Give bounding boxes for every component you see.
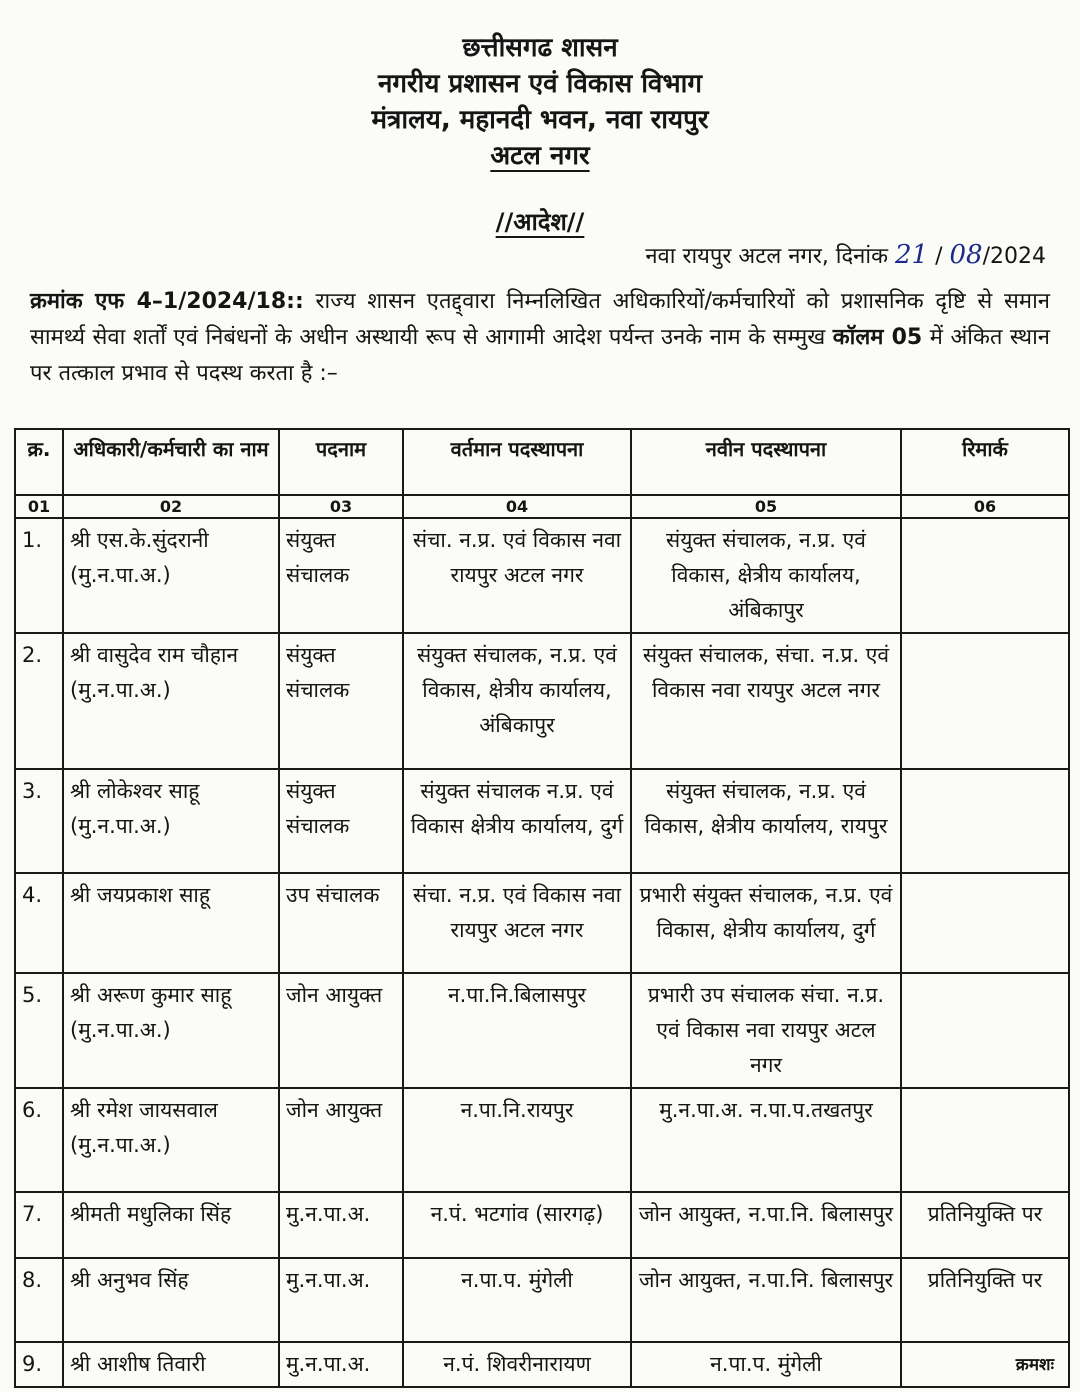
cell-serial: 6.	[15, 1088, 63, 1192]
cell-serial: 2.	[15, 633, 63, 769]
header-designation: पदनाम	[279, 429, 403, 495]
cell-designation: संयुक्त संचालक	[279, 633, 403, 769]
cell-current-posting: संयुक्त संचालक न.प्र. एवं विकास क्षेत्रीय कार्यालय, दुर्ग	[403, 769, 631, 873]
cell-remark	[901, 769, 1069, 873]
department-name: नगरीय प्रशासन एवं विकास विभाग	[377, 69, 703, 99]
table-row	[15, 633, 1069, 769]
cell-officer-name: श्रीमती मधुलिका सिंह	[63, 1192, 279, 1258]
cell-serial: 7.	[15, 1192, 63, 1258]
cell-remark	[901, 633, 1069, 769]
cell-officer-name: श्री जयप्रकाश साहू	[63, 873, 279, 973]
cell-current-posting: न.पा.नि.रायपुर	[403, 1088, 631, 1192]
table-row	[15, 1192, 1069, 1258]
cell-new-posting: न.पा.प. मुंगेली	[631, 1342, 901, 1387]
city-name: अटल नगर	[490, 141, 590, 171]
cell-remark	[901, 873, 1069, 973]
cell-current-posting: संचा. न.प्र. एवं विकास नवा रायपुर अटल नगर	[403, 518, 631, 633]
cell-serial: 3.	[15, 769, 63, 873]
cell-officer-name: श्री आशीष तिवारी	[63, 1342, 279, 1387]
cell-officer-name: श्री एस.के.सुंदरानी (मु.न.पा.अ.)	[63, 518, 279, 633]
table-header-row	[15, 429, 1069, 495]
cell-remark: प्रतिनियुक्ति पर	[901, 1258, 1069, 1342]
cell-new-posting: जोन आयुक्त, न.पा.नि. बिलासपुर	[631, 1192, 901, 1258]
cell-current-posting: न.पा.नि.बिलासपुर	[403, 973, 631, 1088]
column-number: 05	[631, 495, 901, 518]
column-number: 06	[901, 495, 1069, 518]
cell-current-posting: न.पं. भटगांव (सारगढ़)	[403, 1192, 631, 1258]
table-row	[15, 769, 1069, 873]
cell-officer-name: श्री वासुदेव राम चौहान (मु.न.पा.अ.)	[63, 633, 279, 769]
cell-serial: 8.	[15, 1258, 63, 1342]
cell-designation: मु.न.पा.अ.	[279, 1192, 403, 1258]
cell-designation: संयुक्त संचालक	[279, 518, 403, 633]
order-paragraph	[30, 284, 1050, 392]
cell-officer-name: श्री अरूण कुमार साहू (मु.न.पा.अ.)	[63, 973, 279, 1088]
header-serial: क्र.	[15, 429, 63, 495]
cell-remark	[901, 1088, 1069, 1192]
dateline-prefix: नवा रायपुर अटल नगर, दिनांक	[645, 244, 888, 269]
column-number-row	[15, 495, 1069, 518]
cell-new-posting: प्रभारी संयुक्त संचालक, न.प्र. एवं विकास, क्षेत्रीय कार्यालय, दुर्ग	[631, 873, 901, 973]
document-header	[0, 30, 1080, 174]
order-number: क्रमांक एफ 4–1/2024/18::	[30, 289, 304, 314]
cell-current-posting: न.पं. शिवरीनारायण	[403, 1342, 631, 1387]
cell-remark: प्रतिनियुक्ति पर	[901, 1192, 1069, 1258]
header-remark: रिमार्क	[901, 429, 1069, 495]
dateline	[645, 240, 1046, 270]
cell-new-posting: मु.न.पा.अ. न.पा.प.तखतपुर	[631, 1088, 901, 1192]
cell-new-posting: जोन आयुक्त, न.पा.नि. बिलासपुर	[631, 1258, 901, 1342]
column-reference: कॉलम 05	[832, 325, 923, 350]
cell-new-posting: संयुक्त संचालक, न.प्र. एवं विकास, क्षेत्रीय कार्यालय, रायपुर	[631, 769, 901, 873]
paragraph-text-a: राज्य शासन एतद्द्वारा निम्नलिखित अधिकारियों/कर्मचारियों को प्रशासनिक दृष्टि से समान सामर्थ्य सेवा शर्तों एवं निबंधनों के अधीन अस्थायी रूप से आगामी आदेश पर्यन्त उनके नाम के सम्मुख	[30, 289, 1050, 350]
table-row	[15, 1342, 1069, 1387]
date-year: /2024	[982, 244, 1046, 269]
cell-serial: 9.	[15, 1342, 63, 1387]
table-row	[15, 518, 1069, 633]
cell-designation: उप संचालक	[279, 873, 403, 973]
table-row	[15, 1088, 1069, 1192]
column-number: 01	[15, 495, 63, 518]
cell-designation: मु.न.पा.अ.	[279, 1342, 403, 1387]
handwritten-month: 08	[949, 240, 983, 270]
posting-table	[14, 428, 1070, 1388]
government-name: छत्तीसगढ शासन	[462, 33, 618, 63]
header-current-posting: वर्तमान पदस्थापना	[403, 429, 631, 495]
cell-officer-name: श्री लोकेश्वर साहू (मु.न.पा.अ.)	[63, 769, 279, 873]
cell-serial: 1.	[15, 518, 63, 633]
table-row	[15, 1258, 1069, 1342]
column-number: 02	[63, 495, 279, 518]
cell-current-posting: न.पा.प. मुंगेली	[403, 1258, 631, 1342]
cell-new-posting: प्रभारी उप संचालक संचा. न.प्र. एवं विकास नवा रायपुर अटल नगर	[631, 973, 901, 1088]
column-number: 04	[403, 495, 631, 518]
cell-new-posting: संयुक्त संचालक, संचा. न.प्र. एवं विकास नवा रायपुर अटल नगर	[631, 633, 901, 769]
cell-serial: 5.	[15, 973, 63, 1088]
cell-officer-name: श्री रमेश जायसवाल (मु.न.पा.अ.)	[63, 1088, 279, 1192]
cell-designation: मु.न.पा.अ.	[279, 1258, 403, 1342]
column-number: 03	[279, 495, 403, 518]
header-name: अधिकारी/कर्मचारी का नाम	[63, 429, 279, 495]
cell-remark	[901, 973, 1069, 1088]
cell-remark	[901, 518, 1069, 633]
cell-current-posting: संचा. न.प्र. एवं विकास नवा रायपुर अटल नगर	[403, 873, 631, 973]
date-separator: /	[928, 244, 950, 269]
paragraph-text-b: में अंकित स्थान पर तत्काल प्रभाव से पदस्थ करता है :–	[30, 325, 1050, 386]
table-row	[15, 973, 1069, 1088]
cell-designation: संयुक्त संचालक	[279, 769, 403, 873]
cell-new-posting: संयुक्त संचालक, न.प्र. एवं विकास, क्षेत्रीय कार्यालय, अंबिकापुर	[631, 518, 901, 633]
cell-designation: जोन आयुक्त	[279, 1088, 403, 1192]
cell-serial: 4.	[15, 873, 63, 973]
cell-officer-name: श्री अनुभव सिंह	[63, 1258, 279, 1342]
handwritten-day: 21	[895, 240, 929, 270]
order-title: //आदेश//	[495, 208, 585, 236]
table-row	[15, 873, 1069, 973]
cell-current-posting: संयुक्त संचालक, न.प्र. एवं विकास, क्षेत्रीय कार्यालय, अंबिकापुर	[403, 633, 631, 769]
office-address: मंत्रालय, महानदी भवन, नवा रायपुर	[371, 105, 709, 135]
header-new-posting: नवीन पदस्थापना	[631, 429, 901, 495]
cell-designation: जोन आयुक्त	[279, 973, 403, 1088]
continued-marker: क्रमशः	[1015, 1355, 1054, 1375]
